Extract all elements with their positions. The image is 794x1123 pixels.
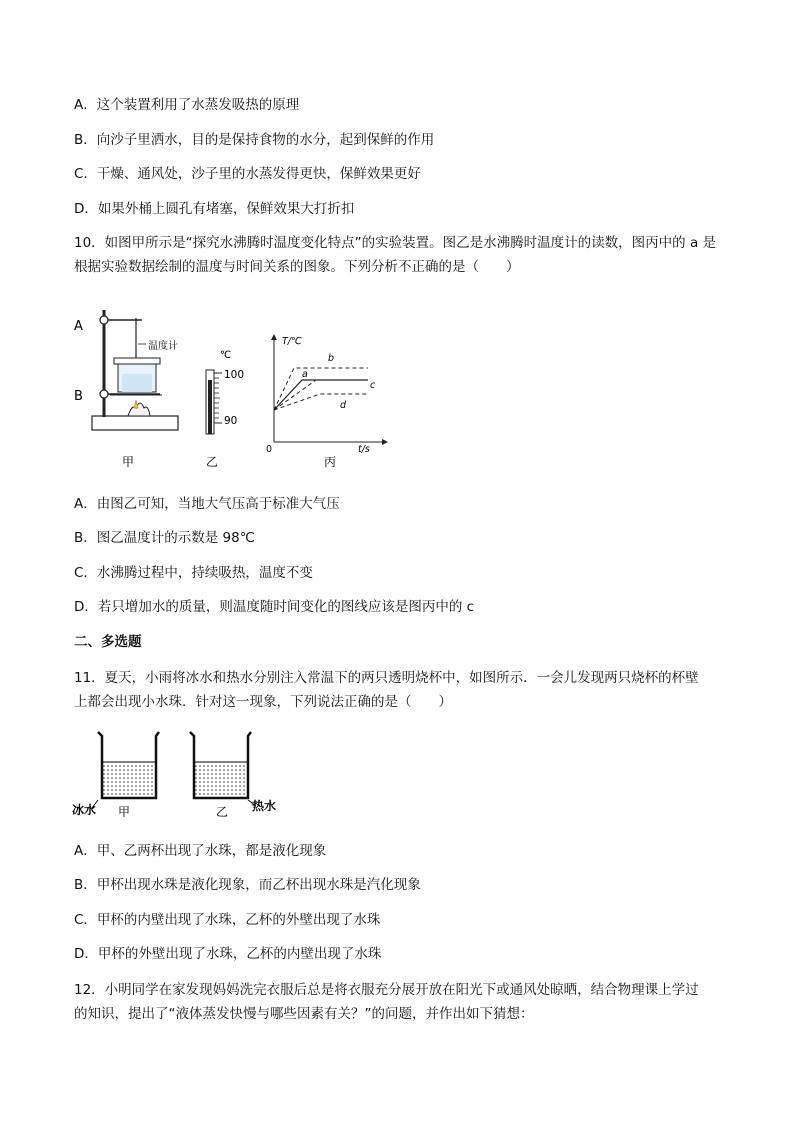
q10-option-c: C．水沸腾过程中，持续吸热，温度不变: [74, 565, 313, 581]
curve-b: [274, 368, 368, 410]
q12-stem-line2: 的知识，提出了“液体蒸发快慢与哪些因素有关？”的问题，并作出如下猜想：: [74, 1006, 534, 1022]
caption-yi: 乙: [206, 455, 219, 469]
graph-y-label: T/℃: [282, 336, 302, 347]
q11-option-d: D．甲杯的外壁出现了水珠，乙杯的内壁出现了水珠: [74, 946, 382, 962]
curve-c-label: c: [370, 380, 376, 391]
beaker-yi: [190, 732, 256, 806]
label-ice-water: 冰水: [72, 803, 97, 817]
q11-option-c: C．甲杯的内壁出现了水珠，乙杯的外壁出现了水珠: [74, 912, 381, 928]
beaker-jia: [92, 732, 159, 808]
curve-d: [274, 394, 368, 410]
q10-figure: [70, 300, 390, 475]
q10-option-d: D．若只增加水的质量，则温度随时间变化的图线应该是图丙中的 c: [74, 599, 475, 615]
scale-100: 100: [224, 369, 245, 381]
q11-option-a: A．甲、乙两杯出现了水珠，都是液化现象: [74, 843, 327, 859]
caption-yi: 乙: [216, 805, 229, 819]
q12-stem-line1: 12．小明同学在家发现妈妈洗完衣服后总是将衣服充分展开放在阳光下或通风处晾晒，结合物理课上学过: [74, 982, 699, 998]
q11-stem-line1: 11．夏天，小雨将冰水和热水分别注入常温下的两只透明烧杯中，如图所示．一会儿发现两只烧杯的杯壁: [74, 670, 699, 686]
caption-bing: 丙: [324, 455, 337, 469]
section-title: 二、多选题: [74, 634, 142, 650]
graph-origin: 0: [266, 444, 273, 455]
label-a: A: [74, 319, 83, 334]
label-hot-water: 热水: [252, 799, 277, 813]
curve-b-label: b: [328, 353, 335, 364]
thermometer-label: 温度计: [148, 341, 178, 352]
graph-x-label: t/s: [358, 444, 370, 455]
caption-jia: 甲: [118, 805, 131, 819]
q10-stem-line1: 10．如图甲所示是“探究水沸腾时温度变化特点”的实验装置。图乙是水沸腾时温度计的读数，图丙中的 a 是: [74, 235, 717, 251]
q11-option-b: B．甲杯出现水珠是液化现象，而乙杯出现水珠是汽化现象: [74, 877, 421, 893]
apparatus-jia: [74, 310, 178, 430]
q10-option-a: A．由图乙可知，当地大气压高于标准大气压: [74, 496, 340, 512]
q9-option-b: B．向沙子里洒水，目的是保持食物的水分，起到保鲜的作用: [74, 132, 435, 148]
curve-d-label: d: [340, 400, 347, 411]
curve-a-label: a: [302, 369, 308, 380]
q9-option-d: D．如果外桶上圆孔有堵塞，保鲜效果大打折扣: [74, 201, 355, 217]
scale-unit: ℃: [220, 350, 232, 361]
caption-jia: 甲: [122, 455, 135, 469]
temperature-time-graph-bing: [266, 334, 388, 455]
q11-stem-line2: 上都会出现小水珠．针对这一现象，下列说法正确的是（ ）: [74, 694, 452, 710]
q9-option-a: A．这个装置利用了水蒸发吸热的原理: [74, 97, 300, 113]
scale-90: 90: [224, 415, 238, 427]
label-b: B: [74, 389, 83, 404]
q11-figure: [70, 728, 290, 823]
q10-stem-line2: 根据实验数据绘制的温度与时间关系的图象。下列分析不正确的是（ ）: [74, 259, 520, 275]
q9-option-c: C．干燥、通风处，沙子里的水蒸发得更快，保鲜效果更好: [74, 166, 421, 182]
thermometer-scale-yi: [206, 350, 244, 434]
q10-option-b: B．图乙温度计的示数是 98℃: [74, 530, 255, 546]
